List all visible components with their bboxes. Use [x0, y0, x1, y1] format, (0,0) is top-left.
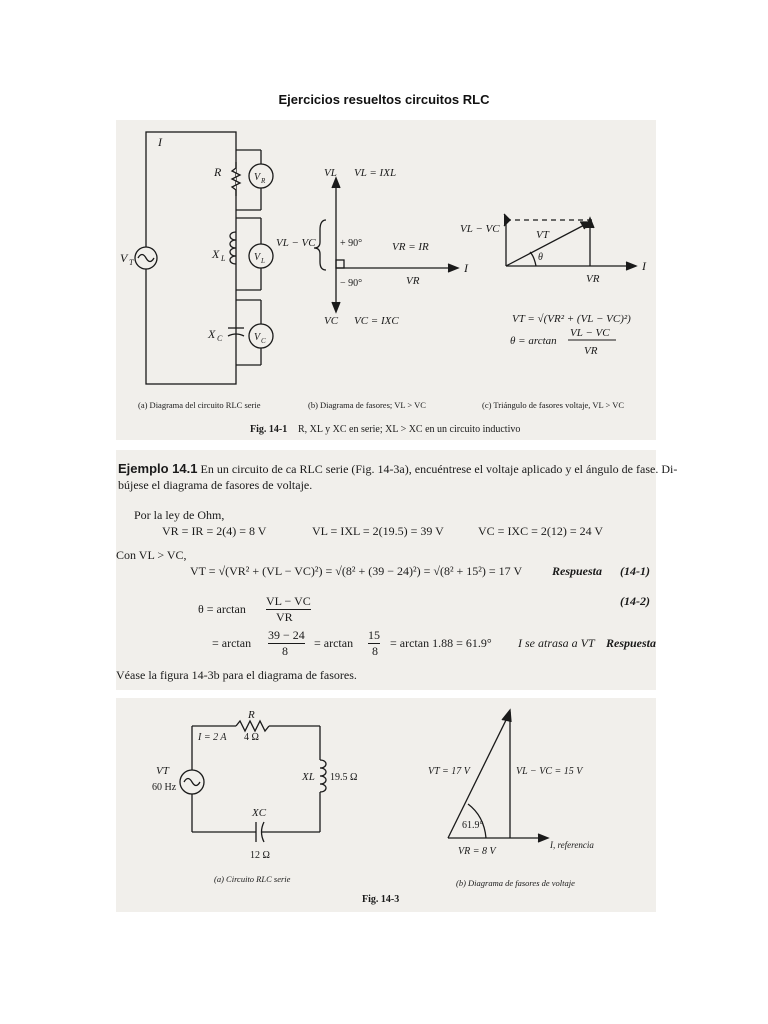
vl-eq-label: VL = IXL	[354, 167, 397, 179]
example-14-1	[116, 450, 678, 690]
vlvc-phasor-label: VL − VC = 15 V	[516, 766, 583, 777]
svg-text:L: L	[261, 257, 265, 265]
arctan-result: = arctan 1.88 = 61.9°	[390, 636, 492, 650]
resistor-icon	[232, 162, 240, 196]
fig-14-3-caption-a: (a) Circuito RLC serie	[214, 874, 291, 884]
triangle-vt-label: VT	[536, 229, 549, 241]
xl-value: 19.5 Ω	[330, 772, 358, 783]
vl-meter-label: V	[254, 252, 261, 263]
angle-label: 61.9°	[462, 820, 484, 831]
current-value: I = 2 A	[198, 732, 227, 743]
theta-left: θ = arctan	[198, 602, 246, 616]
inductor-icon	[320, 760, 326, 792]
vr-equation: VR = IR = 2(4) = 8 V	[162, 524, 267, 538]
vc-axis-label: VC	[324, 315, 339, 327]
xc-label: XC	[252, 807, 267, 819]
vl-axis-label: VL	[324, 167, 337, 179]
minus90-label: − 90°	[340, 278, 363, 289]
vc-eq-label: VC = IXC	[354, 315, 399, 327]
frac1-num: 39 − 24	[268, 628, 305, 642]
vr-meter-label: V	[254, 172, 261, 183]
svg-text:R: R	[261, 177, 266, 185]
fig-14-1-number: Fig. 14-1	[250, 424, 288, 435]
svg-text:C: C	[261, 337, 266, 345]
triangle-i-label: I	[642, 259, 646, 273]
example-statement-1: En un circuito de ca RLC serie (Fig. 14-3a), encuéntrese el voltaje aplicado y el ángulo de fase. Di-	[200, 462, 678, 476]
respuesta-2: Respuesta	[606, 636, 657, 650]
lag-text: I se atrasa a VT	[518, 636, 595, 650]
vr-eq-label: VR = IR	[392, 241, 429, 253]
vt-formula: VT = √(VR² + (VL − VC)²)	[512, 313, 631, 325]
xl-label: XL	[302, 771, 315, 783]
triangle-vr-label: VR	[586, 273, 600, 285]
plus90-label: + 90°	[340, 238, 363, 249]
equation-number-1: (14-1)	[620, 564, 650, 578]
frac1-den: 8	[282, 644, 288, 658]
example-heading: Ejemplo 14.1	[118, 461, 198, 476]
caption-b: (b) Diagrama de fasores; VL > VC	[308, 400, 426, 410]
vt-label: VT	[156, 765, 169, 777]
reference-label: I, referencia	[550, 840, 594, 850]
triangle-theta-label: θ	[538, 252, 543, 263]
page-title: Ejercicios resueltos circuitos RLC	[278, 92, 490, 107]
inductor-icon	[230, 232, 236, 264]
i-axis-label: I	[464, 261, 468, 275]
triangle-vlvc-label: VL − VC	[460, 223, 500, 235]
theta-den: VR	[276, 610, 293, 624]
fig-14-1-caption: R, XL y XC en serie; XL > XC en un circuito inductivo	[298, 424, 521, 435]
vl-minus-vc-label: VL − VC	[276, 237, 316, 249]
see-figure-text: Véase la figura 14-3b para el diagrama de fasores.	[116, 668, 357, 682]
caption-a: (a) Diagrama del circuito RLC serie	[138, 400, 261, 410]
vt-equation: VT = √(VR² + (VL − VC)²) = √(8² + (39 − 24)²) = √(8² + 15²) = 17 V	[190, 564, 523, 578]
source-label: V	[120, 251, 128, 265]
equation-number-2: (14-2)	[620, 594, 650, 608]
arctan-b: = arctan	[314, 636, 354, 650]
r-value: 4 Ω	[244, 732, 259, 743]
current-label: I	[158, 135, 162, 149]
theta-formula-left: θ = arctan	[510, 335, 557, 347]
fig-14-3-caption-b: (b) Diagrama de fasores de voltaje	[456, 878, 575, 888]
vl-equation: VL = IXL = 2(19.5) = 39 V	[312, 524, 444, 538]
svg-text:T: T	[129, 258, 134, 267]
r-label: R	[248, 709, 255, 721]
vr-phasor-label: VR = 8 V	[458, 846, 496, 857]
theta-arc	[530, 252, 536, 266]
figure-14-1-drawing	[116, 120, 656, 440]
theta-num: VL − VC	[266, 594, 311, 608]
arctan-a: = arctan	[212, 636, 252, 650]
respuesta-1: Respuesta	[552, 564, 603, 578]
brace-icon	[314, 220, 326, 270]
figure-14-1	[116, 120, 656, 440]
figure-14-3-drawing	[116, 698, 656, 912]
vt-phasor-label: VT = 17 V	[428, 766, 470, 777]
caption-c: (c) Triángulo de fasores voltaje, VL > VC	[482, 400, 625, 410]
inductor-label: X	[212, 247, 220, 261]
capacitor-label: X	[208, 327, 216, 341]
svg-text:L: L	[221, 254, 226, 263]
figure-14-3	[116, 698, 656, 912]
frac2-num: 15	[368, 628, 380, 642]
vr-label: VR	[406, 275, 420, 287]
svg-text:C: C	[217, 334, 223, 343]
resistor-icon	[236, 721, 269, 731]
xc-value: 12 Ω	[250, 850, 270, 861]
ohm-text: Por la ley de Ohm,	[134, 508, 225, 522]
fig-14-3-number: Fig. 14-3	[362, 894, 400, 905]
resistor-label: R	[214, 165, 222, 179]
frac2-den: 8	[372, 644, 378, 658]
vc-equation: VC = IXC = 2(12) = 24 V	[478, 524, 604, 538]
example-statement-2: bújese el diagrama de fasores de voltaje.	[118, 478, 313, 492]
theta-formula-den: VR	[584, 345, 598, 357]
frequency-label: 60 Hz	[152, 782, 177, 793]
condition-text: Con VL > VC,	[116, 548, 187, 562]
theta-formula-num: VL − VC	[570, 327, 610, 339]
vc-meter-label: V	[254, 332, 261, 343]
